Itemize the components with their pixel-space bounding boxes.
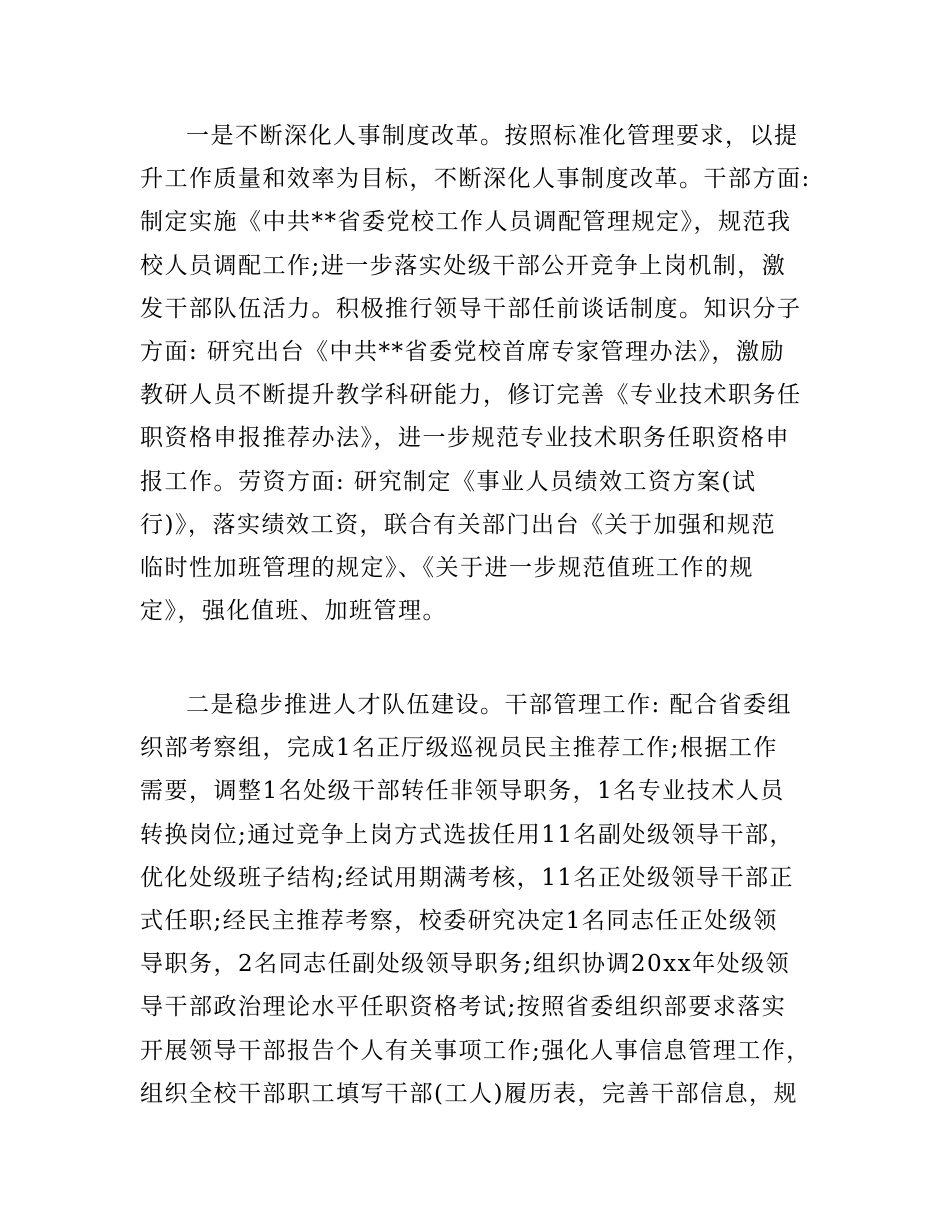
text-line: 导职务，2名同志任副处级领导职务;组织协调20xx年处级领 <box>140 951 791 978</box>
text-line: 定》，强化值班、加班管理。 <box>140 598 447 625</box>
text-line: 转换岗位;通过竞争上岗方式选拔任用11名副处级领导干部， <box>140 821 795 848</box>
paragraph-talent-building <box>140 684 820 1116</box>
text-line: 临时性加班管理的规定》、《关于进一步规范值班工作的规 <box>140 554 754 581</box>
text-line: 组织全校干部职工填写干部(工人)履历表，完善干部信息，规 <box>140 1080 798 1107</box>
text-line: 需要，调整1名处级干部转任非领导职务，1名专业技术人员 <box>140 778 785 805</box>
text-line: 制定实施《中共**省委党校工作人员调配管理规定》，规范我 <box>140 209 792 236</box>
text-line: 方面: 研究出台《中共**省委党校首席专家管理办法》，激励 <box>140 338 786 365</box>
text-line: 发干部队伍活力。积极推行领导干部任前谈话制度。知识分子 <box>140 295 802 322</box>
text-line: 优化处级班子结构;经试用期满考核，11名正处级领导干部正 <box>140 864 795 891</box>
text-line: 职资格申报推荐办法》，进一步规范专业技术职务任职资格申 <box>140 425 790 452</box>
text-line: 校人员调配工作;进一步落实处级干部公开竞争上岗机制，激 <box>140 252 787 279</box>
text-line: 式任职;经民主推荐考察，校委研究决定1名同志任正处级领 <box>140 907 778 934</box>
text-line: 开展领导干部报告个人有关事项工作;强化人事信息管理工作， <box>140 1037 811 1064</box>
text-line: 行)》，落实绩效工资，联合有关部门出台《关于加强和规范 <box>140 511 776 538</box>
text-line: 织部考察组，完成1名正厅级巡视员民主推荐工作;根据工作 <box>140 735 778 762</box>
text-line: 教研人员不断提升教学科研能力，修订完善《专业技术职务任 <box>140 382 802 409</box>
text-line: 一是不断深化人事制度改革。按照标准化管理要求，以提 <box>186 123 799 149</box>
text-line: 导干部政治理论水平任职资格考试;按照省委组织部要求落实 <box>140 994 787 1021</box>
text-line: 二是稳步推进人才队伍建设。干部管理工作: 配合省委组 <box>186 692 793 718</box>
text-line: 升工作质量和效率为目标，不断深化人事制度改革。干部方面: <box>140 166 811 193</box>
paragraph-personnel-reform <box>140 115 820 633</box>
text-line: 报工作。劳资方面: 研究制定《事业人员绩效工资方案(试 <box>140 468 757 495</box>
